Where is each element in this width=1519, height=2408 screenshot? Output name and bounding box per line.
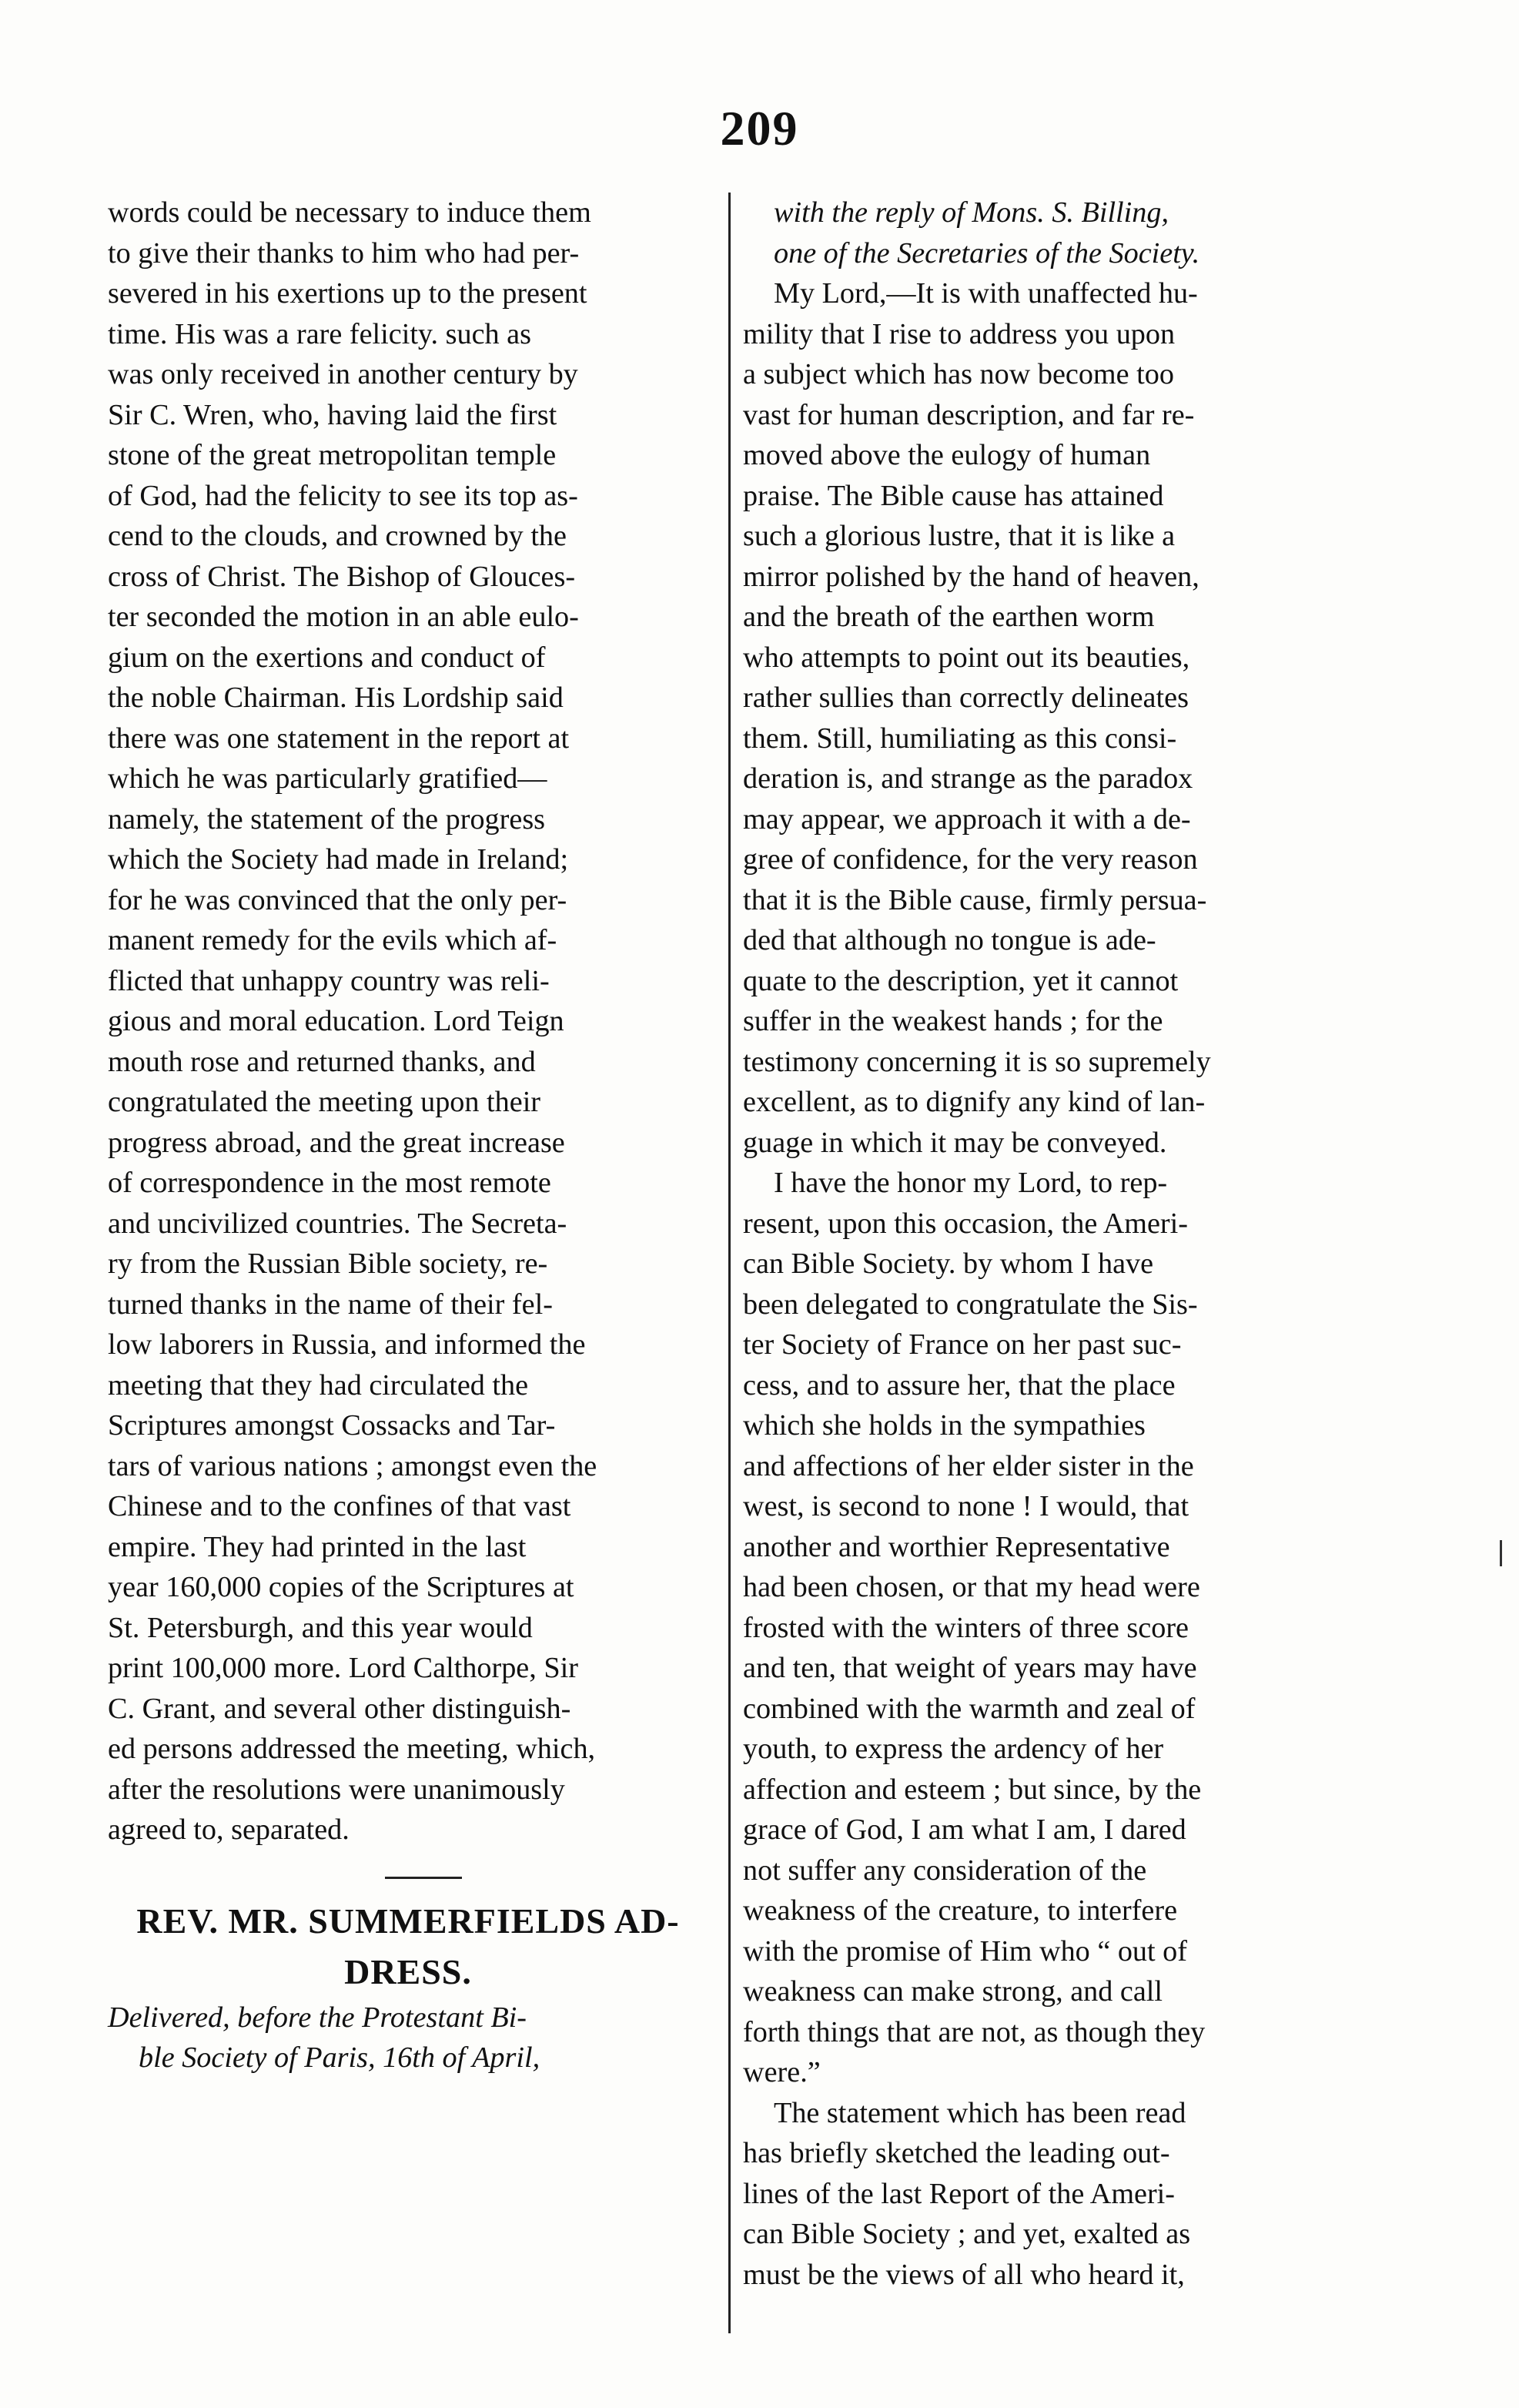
text-line: which he was particularly gratified— <box>108 762 547 795</box>
article-subheading-continued: ble Society of Paris, 16th of April, <box>139 2041 540 2074</box>
column-divider <box>728 193 731 2333</box>
article-subheading: Delivered, before the Protestant Bi- <box>108 2001 527 2034</box>
text-line: words could be necessary to induce them <box>108 196 591 229</box>
text-line: may appear, we approach it with a de- <box>743 802 1191 836</box>
text-line: ry from the Russian Bible society, re- <box>108 1248 548 1280</box>
text-line: manent remedy for the evils which af- <box>108 924 557 956</box>
paragraph-start: The statement which has been read <box>774 2096 1186 2129</box>
text-line: moved above the eulogy of human <box>743 439 1151 471</box>
article-heading-continued: DRESS. <box>344 1951 472 1991</box>
text-line: severed in his exertions up to the present <box>108 277 587 310</box>
text-line: and ten, that weight of years may have <box>743 1652 1197 1684</box>
section-divider <box>385 1877 462 1879</box>
text-line: after the resolutions were unanimously <box>108 1773 565 1806</box>
text-line: congratulated the meeting upon their <box>108 1086 541 1118</box>
left-column <box>108 193 708 2078</box>
text-line: rather sullies than correctly delineates <box>743 682 1189 714</box>
text-line: praise. The Bible cause has attained <box>743 479 1164 512</box>
intro-line: one of the Secretaries of the Society. <box>774 236 1200 270</box>
text-line: who attempts to point out its beauties, <box>743 641 1190 674</box>
text-line: mirror polished by the hand of heaven, <box>743 560 1199 593</box>
text-line: progress abroad, and the great increase <box>108 1126 565 1159</box>
text-line: which she holds in the sympathies <box>743 1409 1146 1442</box>
text-line: and the breath of the earthen worm <box>743 601 1155 633</box>
text-line: C. Grant, and several other distinguish- <box>108 1692 571 1725</box>
text-line: guage in which it may be conveyed. <box>743 1126 1167 1159</box>
text-line: not suffer any consideration of the <box>743 1854 1147 1887</box>
text-line: combined with the warmth and zeal of <box>743 1692 1196 1725</box>
text-line: ter seconded the motion in an able eulo- <box>108 601 579 633</box>
text-line: grace of God, I am what I am, I dared <box>743 1814 1186 1846</box>
text-line: has briefly sketched the leading out- <box>743 2137 1170 2169</box>
text-line: year 160,000 copies of the Scriptures at <box>108 1571 574 1603</box>
text-line: deration is, and strange as the paradox <box>743 762 1193 795</box>
text-line: empire. They had printed in the last <box>108 1530 527 1563</box>
text-line: print 100,000 more. Lord Calthorpe, Sir <box>108 1652 578 1684</box>
text-line: stone of the great metropolitan temple <box>108 439 557 471</box>
text-line: gree of confidence, for the very reason <box>743 843 1198 876</box>
text-line: St. Petersburgh, and this year would <box>108 1611 533 1644</box>
text-line: weakness of the creature, to interfere <box>743 1894 1178 1927</box>
text-line: ded that although no tongue is ade- <box>743 924 1156 956</box>
text-line: cess, and to assure her, that the place <box>743 1368 1176 1402</box>
text-line: of God, had the felicity to see its top as- <box>108 479 578 512</box>
text-line: tars of various nations ; amongst even the <box>108 1449 597 1482</box>
text-line: of correspondence in the most remote <box>108 1167 551 1199</box>
intro-line: with the reply of Mons. S. Billing, <box>774 196 1169 229</box>
text-line: frosted with the winters of three score <box>743 1611 1189 1644</box>
text-line: west, is second to none ! I would, that <box>743 1490 1189 1522</box>
margin-tick-mark <box>1500 1540 1502 1566</box>
text-line: lines of the last Report of the Ameri- <box>743 2177 1176 2210</box>
text-line: mouth rose and returned thanks, and <box>108 1045 536 1078</box>
text-line: Sir C. Wren, who, having laid the first <box>108 398 557 431</box>
text-line: excellent, as to dignify any kind of lan- <box>743 1086 1206 1118</box>
text-line: Chinese and to the confines of that vast <box>108 1490 571 1522</box>
text-line: Scriptures amongst Cossacks and Tar- <box>108 1409 556 1442</box>
text-line: were.” <box>743 2056 821 2088</box>
text-line: flicted that unhappy country was reli- <box>108 964 550 997</box>
text-line: another and worthier Representative <box>743 1530 1170 1563</box>
article-heading: REV. MR. SUMMERFIELDS AD- <box>136 1901 680 1941</box>
text-line: there was one statement in the report at <box>108 722 570 755</box>
text-line: and affections of her elder sister in the <box>743 1449 1194 1482</box>
text-line: meeting that they had circulated the <box>108 1368 529 1402</box>
text-line: can Bible Society. by whom I have <box>743 1248 1154 1280</box>
text-line: with the promise of Him who “ out of <box>743 1934 1187 1968</box>
text-line: cross of Christ. The Bishop of Glouces- <box>108 560 576 593</box>
text-line: vast for human description, and far re- <box>743 398 1195 431</box>
text-line: forth things that are not, as though they <box>743 2015 1206 2048</box>
text-line: agreed to, separated. <box>108 1814 350 1846</box>
text-line: must be the views of all who heard it, <box>743 2258 1185 2291</box>
text-line: a subject which has now become too <box>743 358 1174 390</box>
text-line: was only received in another century by <box>108 358 578 390</box>
text-line: and uncivilized countries. The Secreta- <box>108 1207 567 1240</box>
text-line: gious and moral education. Lord Teign <box>108 1005 564 1037</box>
text-line: mility that I rise to address you upon <box>743 317 1176 350</box>
text-line: quate to the description, yet it cannot <box>743 964 1179 997</box>
text-line: been delegated to congratulate the Sis- <box>743 1288 1198 1321</box>
paragraph-start: I have the honor my Lord, to rep- <box>774 1167 1168 1199</box>
text-line: resent, upon this occasion, the Ameri- <box>743 1207 1188 1240</box>
text-line: such a glorious lustre, that it is like a <box>743 520 1176 552</box>
text-line: time. His was a rare felicity. such as <box>108 317 531 350</box>
text-line: them. Still, humiliating as this consi- <box>743 722 1177 755</box>
right-column <box>743 193 1405 2295</box>
text-line: low laborers in Russia, and informed the <box>108 1328 586 1361</box>
text-line: namely, the statement of the progress <box>108 802 546 836</box>
text-line: suffer in the weakest hands ; for the <box>743 1005 1163 1037</box>
text-line: which the Society had made in Ireland; <box>108 843 569 876</box>
text-line: ter Society of France on her past suc- <box>743 1328 1182 1361</box>
text-line: ed persons addressed the meeting, which, <box>108 1733 596 1765</box>
text-line: gium on the exertions and conduct of <box>108 641 546 674</box>
text-line: turned thanks in the name of their fel- <box>108 1288 553 1321</box>
paragraph-start: My Lord,—It is with unaffected hu- <box>774 277 1198 310</box>
page-number: 209 <box>720 101 799 156</box>
text-line: cend to the clouds, and crowned by the <box>108 520 567 552</box>
text-line: for he was convinced that the only per- <box>108 883 567 916</box>
text-line: testimony concerning it is so supremely <box>743 1045 1211 1078</box>
text-line: the noble Chairman. His Lordship said <box>108 682 564 714</box>
text-line: that it is the Bible cause, firmly persua- <box>743 883 1207 916</box>
text-line: to give their thanks to him who had per- <box>108 236 580 270</box>
text-line: can Bible Society ; and yet, exalted as <box>743 2218 1191 2250</box>
text-line: affection and esteem ; but since, by the <box>743 1773 1202 1806</box>
text-line: weakness can make strong, and call <box>743 1975 1163 2008</box>
text-line: had been chosen, or that my head were <box>743 1571 1200 1603</box>
text-line: youth, to express the ardency of her <box>743 1733 1164 1765</box>
